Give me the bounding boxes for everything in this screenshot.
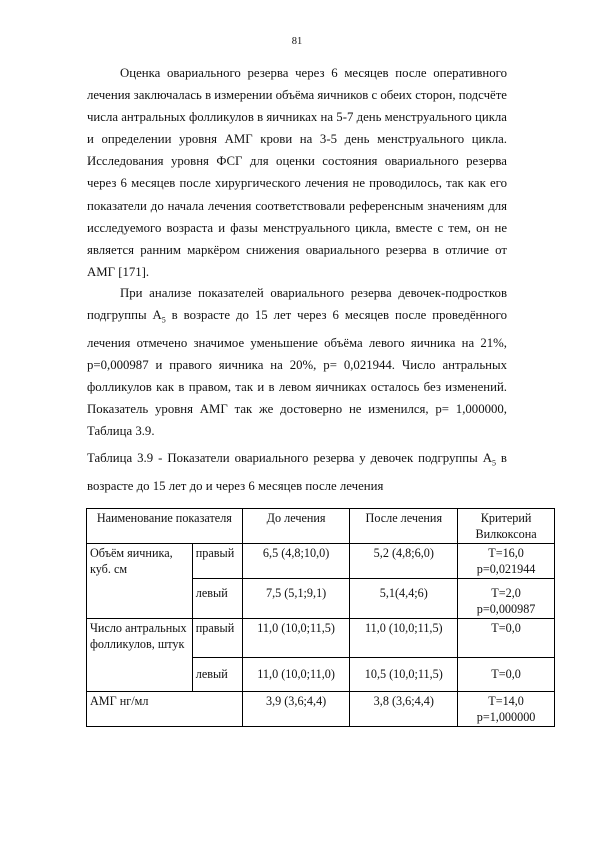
paragraph2-subscript: 5: [161, 315, 166, 325]
value-before: 3,9 (3,6;4,4): [242, 692, 350, 727]
paragraph-ovarian-reserve-assessment: [87, 62, 507, 283]
paragraph1-text: Оценка овариального резерва через 6 месяцев после оперативного лечения заключалась в измерении объёма яичников с обеих сторон, подсчёте числа антральных фолликулов в яичниках на 5-7 день менструального цикла и определении уровня АМГ крови на 3-5 день менструального цикла. Исследования уровня ФСГ для оценки состояния овариального резерва через 6 месяцев после хирургического лечения не проводилось, так как его показатели до начала лечения соответствовали референсным значениям для исследуемого возраста и фазы менструального цикла, вместе с тем, он не является ранним маркёром снижения овариального резерва в отличие от АМГ [171].: [87, 66, 507, 279]
side-label: левый: [192, 579, 242, 619]
value-before: 11,0 (10,0;11,5): [242, 619, 350, 658]
table-header-row: [87, 509, 555, 544]
side-label: правый: [192, 619, 242, 658]
paragraph2-text-b: в возрасте до 15 лет через 6 месяцев после проведённого лечения отмечено значимое уменьшение объёма левого яичника на 21%, p=0,000987 и правого яичника на 20%, p= 0,021944. Число антральных фолликулов как в правом, так и в левом яичниках осталось без изменений. Показатель уровня АМГ так же достоверно не изменился, p= 1,000000, Таблица 3.9.: [87, 308, 507, 439]
paragraph2-text-a: При анализе показателей овариального резерва девочек-подростков подгруппы А: [87, 286, 507, 323]
table-row: [87, 692, 555, 727]
table-caption: [87, 447, 507, 497]
value-criterion: T=16,0 p=0,021944: [458, 544, 555, 579]
caption-text-b: в возрасте до 15 лет до и через 6 месяцев после лечения: [87, 451, 507, 493]
header-wilcoxon-criterion: Критерий Вилкоксона: [458, 509, 555, 544]
caption-text-a: Таблица 3.9 - Показатели овариального резерва у девочек подгруппы А: [87, 451, 492, 465]
value-after: 10,5 (10,0;11,5): [350, 658, 458, 692]
value-after: 5,2 (4,8;6,0): [350, 544, 458, 579]
value-before: 7,5 (5,1;9,1): [242, 579, 350, 619]
ovarian-reserve-table: [86, 508, 555, 727]
caption-subscript: 5: [491, 458, 496, 468]
table-row: [87, 544, 555, 579]
value-criterion: T=14,0 p=1,000000: [458, 692, 555, 727]
header-indicator: Наименование показателя: [87, 509, 243, 544]
side-label: правый: [192, 544, 242, 579]
header-after-treatment: После лечения: [350, 509, 458, 544]
value-before: 6,5 (4,8;10,0): [242, 544, 350, 579]
indicator-antral-follicles: Число антральных фолликулов, штук: [87, 619, 193, 692]
value-criterion: T=2,0 p=0,000987: [458, 579, 555, 619]
indicator-amh: АМГ нг/мл: [87, 692, 243, 727]
value-before: 11,0 (10,0;11,0): [242, 658, 350, 692]
value-after: 5,1(4,4;6): [350, 579, 458, 619]
header-before-treatment: До лечения: [242, 509, 350, 544]
value-criterion: T=0,0: [458, 619, 555, 658]
side-label: левый: [192, 658, 242, 692]
table-row: [87, 619, 555, 658]
page-number: 81: [291, 36, 303, 47]
value-after: 11,0 (10,0;11,5): [350, 619, 458, 658]
value-criterion: T=0,0: [458, 658, 555, 692]
value-after: 3,8 (3,6;4,4): [350, 692, 458, 727]
indicator-ovary-volume: Объём яичника, куб. см: [87, 544, 193, 619]
paragraph-analysis-results: [87, 282, 507, 442]
